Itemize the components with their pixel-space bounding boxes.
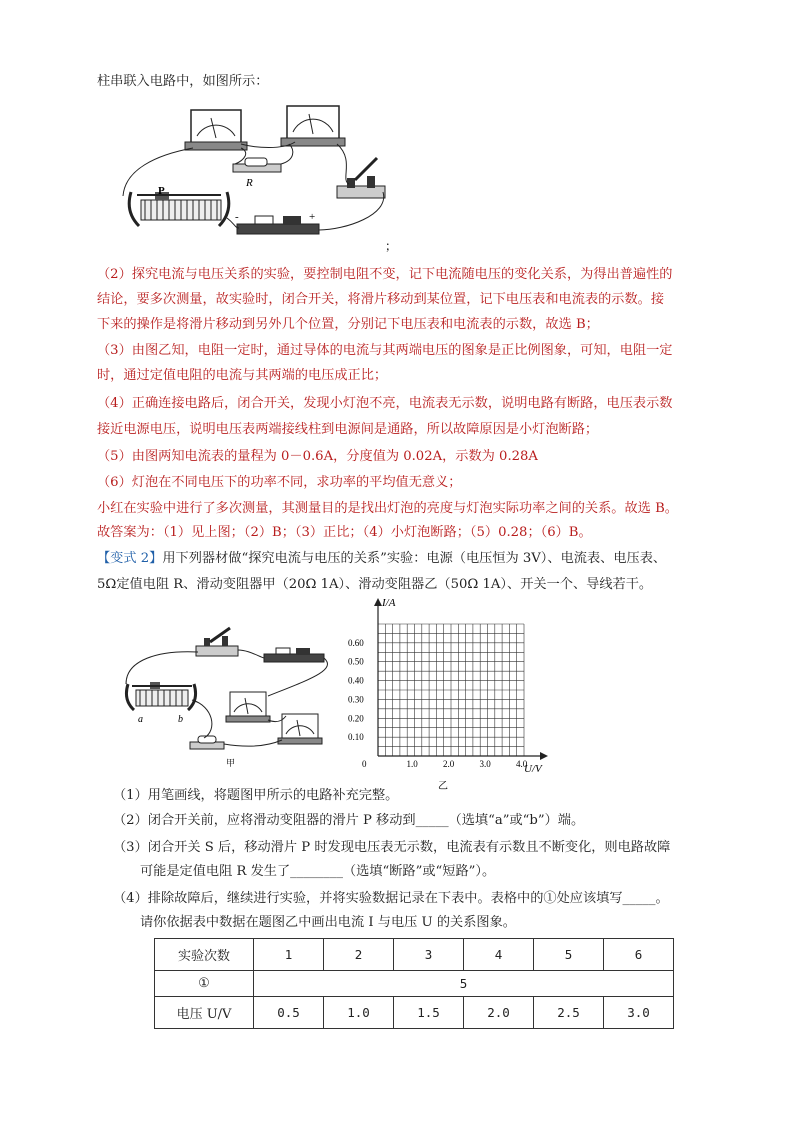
voltage-cell: 1.5: [394, 996, 464, 1028]
question-3: （3）闭合开关 S 后，移动滑片 P 时发现电压表无示数，电流表有示数且不断变化，则电路故障: [113, 840, 671, 855]
voltage-cell: 0.5: [254, 996, 324, 1028]
answer-line-10: 小红在实验中进行了多次测量，其测量目的是找出灯泡的亮度与灯泡实际功率之间的关系。故选 B。: [97, 501, 678, 516]
answer-line-5: 时，通过定值电阻的电流与其两端的电压成正比；: [97, 368, 388, 383]
table-row: [155, 971, 674, 997]
question-4: （4）排除故障后，继续进行实验，并将实验数据记录在下表中。表格中的①处应该填写_____。: [113, 891, 669, 906]
answer-line-2: 结论，要多次测量，故实验时，闭合开关，将滑片移动到某位置，记下电压表和电流表的示数。接: [97, 292, 665, 307]
ammeter-icon: [278, 714, 322, 744]
data-table: [154, 938, 674, 1029]
answer-line-3: 下来的操作是将滑片移动到另外几个位置，分别记下电压表和电流表的示数，故选 B；: [97, 317, 599, 332]
y-tick-label: 0.10: [348, 732, 364, 743]
label-P: P: [158, 185, 165, 197]
answer-line-7: 接近电源电压，说明电压表两端接线柱到电源间是通路，所以故障原因是小灯泡断路；: [97, 422, 599, 437]
switch-icon: [337, 158, 385, 198]
voltmeter-icon: [281, 106, 345, 146]
battery-icon: [237, 216, 319, 234]
answer-line-9: （6）灯泡在不同电压下的功率不同，求功率的平均值无意义；: [97, 475, 462, 490]
table-row: [155, 996, 674, 1028]
variant-line-1: 用下列器材做“探究电流与电压的关系”实验：电源（电压恒为 3V）、电流表、电压表、: [162, 551, 667, 566]
voltage-cell: 1.0: [324, 996, 394, 1028]
y-axis-arrow: [374, 598, 382, 606]
y-tick-label: 0.60: [348, 637, 364, 648]
circuit1-tail: ；: [385, 239, 398, 253]
header-cell: 1: [254, 939, 324, 971]
voltage-cell: 3.0: [604, 996, 674, 1028]
graph-grid: [378, 624, 524, 756]
switch-icon: [196, 628, 238, 656]
graph-caption: 乙: [438, 781, 448, 792]
answer-line-1: （2）探究电流与电压关系的实验，要控制电阻不变，记下电流随电压的变化关系，为得出普遍性的: [97, 267, 673, 282]
header-cell: 4: [464, 939, 534, 971]
answer-line-11: 故答案为：（1）见上图；（2）B；（3）正比；（4）小灯泡断路；（5）0.28；（6）B。: [97, 525, 592, 540]
y-tick-label: 0.20: [348, 713, 364, 724]
battery-icon: [264, 648, 324, 662]
graph-yi: [340, 596, 550, 792]
x-tick-label: 4.0: [516, 759, 528, 769]
rheostat-icon: [129, 192, 229, 226]
label-a: a: [138, 714, 143, 725]
y-tick-labels: [348, 638, 364, 742]
header-cell: 2: [324, 939, 394, 971]
circle-label-cell: ①: [155, 971, 254, 997]
circuit-diagram-1: [115, 100, 405, 260]
variant-heading: [97, 549, 666, 569]
circuit-diagram-2: [118, 620, 330, 770]
resistor-icon: [190, 736, 224, 749]
voltage-cell: 2.5: [534, 996, 604, 1028]
x-axis-label: U/V: [524, 763, 542, 775]
x-tick-labels: [407, 759, 528, 769]
resistor-icon: [233, 158, 281, 172]
variant-tag: 【变式 2】: [97, 551, 163, 566]
circle-value-cell: 5: [254, 971, 674, 997]
y-tick-label: 0.40: [348, 675, 364, 686]
y-tick-label: 0.50: [348, 656, 364, 667]
question-1: （1）用笔画线，将题图甲所示的电路补充完整。: [113, 788, 399, 803]
voltmeter-icon: [226, 692, 270, 722]
ammeter-icon: [185, 110, 247, 150]
battery-minus: -: [235, 211, 239, 223]
question-2: （2）闭合开关前，应将滑动变阻器的滑片 P 移动到_____（选填“a”或“b”）端。: [113, 813, 585, 828]
variant-line-2: 5Ω定值电阻 R、滑动变阻器甲（20Ω 1A）、滑动变阻器乙（50Ω 1A）、开关一个、导线若干。: [97, 577, 653, 592]
x-tick-label: 3.0: [479, 759, 491, 769]
answer-line-8: （5）由图两知电流表的量程为 0－0.6A，分度值为 0.02A，示数为 0.28A: [97, 449, 538, 464]
answer-line-4: （3）由图乙知，电阻一定时，通过导体的电流与其两端电压的图象是正比例图象，可知，电阻一定: [97, 343, 673, 358]
header-cell: 实验次数: [155, 939, 254, 971]
battery-plus: +: [309, 211, 316, 223]
rheostat-icon: [126, 682, 195, 710]
question-4-cont: 请你依据表中数据在题图乙中画出电流 I 与电压 U 的关系图象。: [140, 915, 516, 930]
label-b: b: [178, 714, 183, 725]
origin-label: 0: [362, 759, 367, 769]
table-row: [155, 939, 674, 971]
label-R: R: [246, 177, 253, 189]
question-3-cont: 可能是定值电阻 R 发生了________（选填“断路”或“短路”）。: [140, 864, 496, 879]
header-cell: 3: [394, 939, 464, 971]
intro-text: 柱串联入电路中，如图所示：: [97, 74, 269, 89]
label-jia: 甲: [226, 758, 236, 768]
header-cell: 5: [534, 939, 604, 971]
x-tick-label: 2.0: [443, 759, 455, 769]
y-tick-label: 0.30: [348, 694, 364, 705]
x-tick-label: 1.0: [406, 759, 418, 769]
header-cell: 6: [604, 939, 674, 971]
x-axis-arrow: [540, 752, 548, 760]
answer-line-6: （4）正确连接电路后，闭合开关，发现小灯泡不亮，电流表无示数，说明电路有断路，电压表示数: [97, 396, 673, 411]
voltage-cell: 2.0: [464, 996, 534, 1028]
voltage-label-cell: 电压 U/V: [155, 996, 254, 1028]
y-axis-label: I/A: [382, 597, 396, 609]
